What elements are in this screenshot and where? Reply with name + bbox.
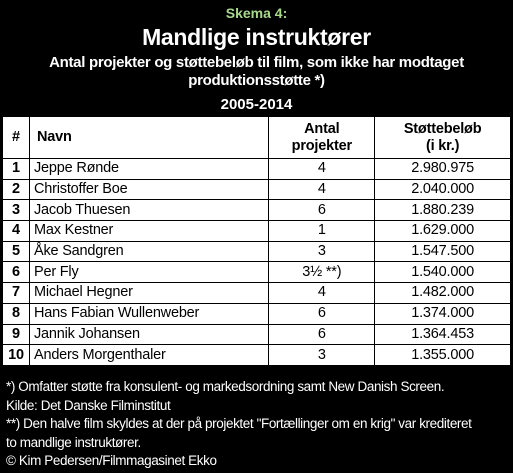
director-name-cell: Per Fly	[29, 262, 268, 283]
copyright-credit: © Kim Pedersen/Filmmagasinet Ekko	[6, 453, 217, 468]
project-count-cell: 3½ **)	[269, 262, 375, 283]
table-header-row	[3, 117, 511, 159]
project-count-cell: 6	[269, 324, 375, 345]
director-name-cell: Anders Morgenthaler	[29, 345, 268, 366]
director-name-cell: Max Kestner	[29, 221, 268, 242]
column-header-amount-line1: Støttebeløb	[403, 120, 482, 137]
director-name-cell: Jannik Johansen	[29, 324, 268, 345]
column-header-name: Navn	[29, 117, 268, 159]
rank-cell: 9	[3, 324, 30, 345]
support-amount-cell: 1.547.500	[375, 241, 511, 262]
support-amount-cell: 2.980.975	[375, 159, 511, 180]
project-count-cell: 6	[269, 200, 375, 221]
director-name-cell: Åke Sandgren	[29, 241, 268, 262]
table-row	[3, 200, 511, 221]
director-name-cell: Jacob Thuesen	[29, 200, 268, 221]
rank-cell: 10	[3, 345, 30, 366]
project-count-cell: 3	[269, 241, 375, 262]
table-row	[3, 345, 511, 366]
page-subtitle: Antal projekter og støttebeløb til film, som ikke har modtaget produktionsstøtte *)	[49, 54, 464, 89]
page-title: Mandlige instruktører	[142, 24, 371, 50]
footnote-funding-scope: *) Omfatter støtte fra konsulent- og markedsordning samt New Danish Screen.	[6, 379, 445, 394]
directors-table	[2, 116, 511, 366]
support-amount-cell: 1.629.000	[375, 221, 511, 242]
column-header-count	[269, 117, 375, 159]
table-row	[3, 262, 511, 283]
footnotes-block	[2, 377, 511, 471]
director-name-cell: Christoffer Boe	[29, 179, 268, 200]
period-label: 2005-2014	[220, 96, 293, 113]
project-count-cell: 4	[269, 179, 375, 200]
column-header-amount	[375, 117, 511, 159]
rank-cell: 2	[3, 179, 30, 200]
column-header-count-line2: projekter	[291, 137, 352, 154]
source-note: Kilde: Det Danske Filminstitut	[6, 397, 171, 413]
project-count-cell: 4	[269, 159, 375, 180]
project-count-cell: 1	[269, 221, 375, 242]
support-amount-cell: 1.482.000	[375, 283, 511, 304]
support-amount-cell: 1.540.000	[375, 262, 511, 283]
rank-cell: 4	[3, 221, 30, 242]
rank-cell: 3	[3, 200, 30, 221]
support-amount-cell: 1.355.000	[375, 345, 511, 366]
director-name-cell: Hans Fabian Wullenweber	[29, 303, 268, 324]
rank-cell: 8	[3, 303, 30, 324]
support-amount-cell: 2.040.000	[375, 179, 511, 200]
project-count-cell: 4	[269, 283, 375, 304]
support-amount-cell: 1.364.453	[375, 324, 511, 345]
support-amount-cell: 1.374.000	[375, 303, 511, 324]
director-name-cell: Jeppe Rønde	[29, 159, 268, 180]
table-row	[3, 283, 511, 304]
table-row	[3, 221, 511, 242]
column-header-amount-line2: (i kr.)	[425, 137, 460, 154]
column-header-count-line1: Antal	[304, 120, 340, 137]
table-row	[3, 179, 511, 200]
project-count-cell: 3	[269, 345, 375, 366]
rank-cell: 6	[3, 262, 30, 283]
table-row	[3, 241, 511, 262]
director-name-cell: Michael Hegner	[29, 283, 268, 304]
column-header-number: #	[3, 117, 30, 159]
project-count-cell: 6	[269, 303, 375, 324]
table-row	[3, 324, 511, 345]
support-amount-cell: 1.880.239	[375, 200, 511, 221]
table-kicker: Skema 4:	[225, 5, 288, 21]
rank-cell: 5	[3, 241, 30, 262]
rank-cell: 1	[3, 159, 30, 180]
footnote-half-film-line1: **) Den halve film skyldes at der på projektet "Fortællinger om en krig" var krediteret	[6, 416, 472, 431]
table-row	[3, 159, 511, 180]
table-header-block	[2, 2, 511, 116]
footnote-half-film-line2: to mandlige instruktører.	[6, 434, 141, 450]
rank-cell: 7	[3, 283, 30, 304]
table-row	[3, 303, 511, 324]
